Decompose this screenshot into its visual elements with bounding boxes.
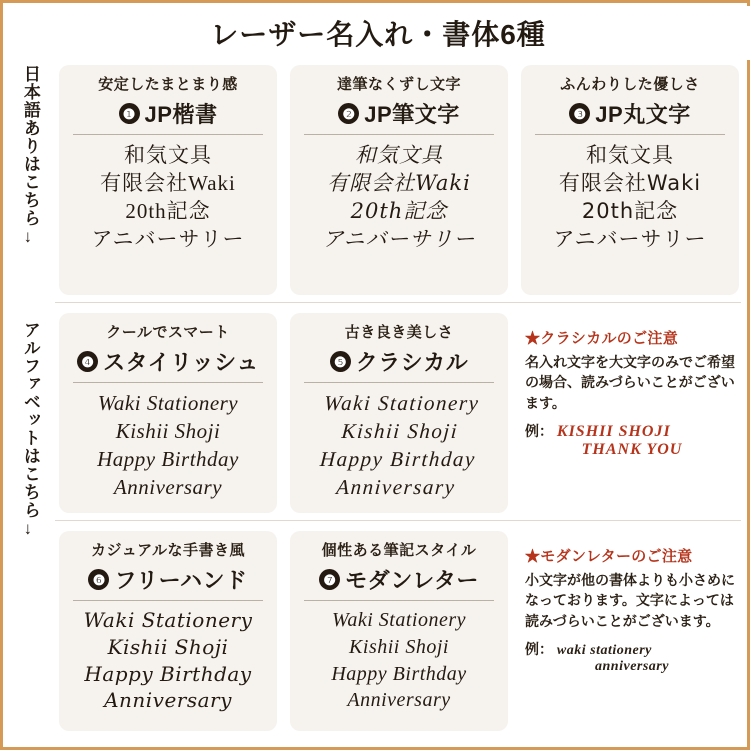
font-sample (84, 607, 253, 714)
sample-line: アニバーサリー (91, 227, 245, 252)
font-sample (317, 389, 481, 502)
page-title: レーザー名入れ・書体6種 (210, 19, 546, 50)
sample-line: Waki Stationery (97, 391, 239, 415)
font-number-badge: ❷ (338, 103, 359, 124)
font-card-jp-maru[interactable] (521, 65, 739, 295)
font-card-jp-fude[interactable] (290, 65, 508, 295)
side-label-alphabet-text: アルファベットはこちら (20, 321, 40, 519)
font-name-row (304, 564, 494, 601)
font-catch: 達筆なくずし文字 (336, 76, 461, 93)
sample-line: 和気文具 (354, 143, 443, 167)
font-sample (323, 141, 476, 254)
page-header (6, 6, 750, 60)
side-label-alphabet (9, 321, 51, 741)
sample-line: Anniversary (113, 475, 223, 500)
font-name: JP筆文字 (364, 102, 460, 127)
sample-line: Waki Stationery (83, 608, 253, 632)
note-body: 名入れ文字を大文字のみでご希望の場合、読みづらいことがございます。 (525, 354, 735, 411)
sample-line: 和気文具 (123, 143, 212, 167)
sample-line: Kishii Shoji (115, 419, 221, 444)
note-title: ★クラシカルのご注意 (525, 330, 679, 347)
font-number-badge: ❶ (119, 103, 140, 124)
font-number-badge: ❹ (77, 351, 98, 372)
font-sample (554, 141, 707, 254)
side-label-japanese-text: 日本語ありはこちら (20, 65, 40, 227)
font-name: JP丸文字 (595, 102, 691, 127)
font-catch: ふんわりした優しさ (560, 76, 700, 93)
divider-row1 (55, 302, 741, 303)
note-title: ★モダンレターのご注意 (525, 548, 693, 565)
font-catch: 古き良き美しさ (344, 324, 454, 341)
note-example-line: KISHII SHOJI (556, 422, 671, 440)
arrow-icon-alphabet: → (20, 520, 40, 539)
sample-line: 有限会社Waki (558, 171, 702, 196)
sample-line: Happy Birthday (97, 447, 239, 472)
sample-line: Kishii Shoji (349, 635, 449, 658)
sample-line: Happy Birthday (319, 447, 477, 472)
font-name: スタイリッシュ (103, 350, 259, 375)
font-name: モダンレター (345, 568, 479, 593)
sample-line: 有限会社Waki (327, 171, 471, 196)
font-sample (92, 141, 245, 254)
sample-line: 20th記念 (350, 199, 448, 224)
note-example-line: THANK YOU (581, 440, 683, 458)
sample-line: 20th記念 (581, 199, 679, 224)
font-name-row (73, 346, 263, 383)
arrow-icon-japanese: → (20, 228, 40, 247)
sample-line: アニバーサリー (553, 227, 707, 252)
sample-line: Anniversary (335, 475, 457, 500)
note-modern-letter (521, 543, 743, 733)
font-number-badge: ❼ (319, 569, 340, 590)
font-catch: 安定したまとまり感 (98, 76, 238, 93)
font-card-classical[interactable] (290, 313, 508, 513)
font-name-row (304, 346, 494, 383)
sample-line: Kishii Shoji (107, 634, 229, 659)
sample-line: 有限会社Waki (100, 171, 236, 196)
note-example (525, 421, 739, 459)
font-card-jp-kaisho[interactable] (59, 65, 277, 295)
font-card-modern-letter[interactable] (290, 531, 508, 731)
note-body: 小文字が他の書体よりも小さめになっております。文字によっては読みづらいことがございます。 (525, 572, 735, 629)
sample-line: Anniversary (104, 688, 232, 713)
note-classical (521, 325, 743, 515)
note-example-line: anniversary (595, 658, 669, 674)
note-example-label: 例： (525, 640, 553, 657)
font-catch: クールでスマート (106, 324, 230, 341)
font-sample (97, 389, 239, 502)
font-name: JP楷書 (144, 102, 218, 127)
sample-line: Anniversary (347, 689, 451, 712)
font-number-badge: ❻ (88, 569, 109, 590)
font-catch: 個性ある筆記スタイル (321, 542, 477, 559)
font-card-freehand[interactable] (59, 531, 277, 731)
sample-line: 和気文具 (585, 143, 674, 167)
font-name: クラシカル (355, 350, 469, 375)
font-number-badge: ❸ (569, 103, 590, 124)
font-name: フリーハンド (114, 568, 248, 593)
note-example-line: waki stationery (556, 642, 652, 658)
divider-row2 (55, 520, 741, 521)
font-card-stylish[interactable] (59, 313, 277, 513)
sample-line: Kishii Shoji (340, 419, 460, 444)
note-example (525, 639, 739, 675)
sample-line: Happy Birthday (331, 662, 467, 685)
font-name-row (304, 98, 494, 135)
note-example-label: 例： (525, 422, 553, 439)
side-label-japanese (9, 65, 51, 295)
font-name-row (73, 98, 263, 135)
sample-line: 20th記念 (125, 199, 211, 224)
font-name-row (73, 564, 263, 601)
sample-line: Waki Stationery (323, 391, 481, 415)
sample-line: Waki Stationery (332, 609, 466, 631)
sample-line: アニバーサリー (322, 227, 476, 252)
font-sample (331, 607, 466, 714)
font-number-badge: ❺ (330, 351, 351, 372)
font-catch: カジュアルな手書き風 (90, 542, 246, 559)
font-name-row (535, 98, 725, 135)
sample-line: Happy Birthday (84, 661, 252, 686)
